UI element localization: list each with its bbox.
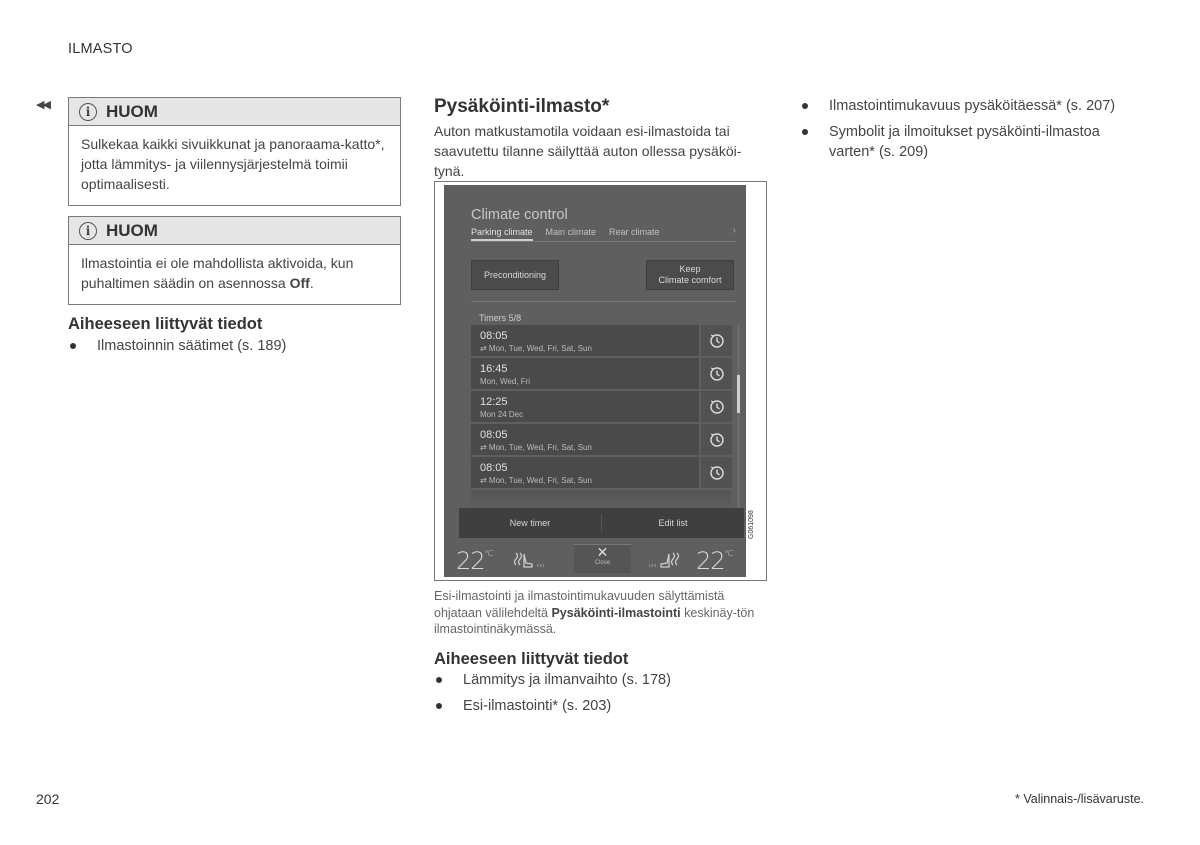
- timer-clock-icon[interactable]: [701, 358, 732, 389]
- related-list-left: [68, 336, 286, 356]
- note-text-part: Ilmastointia ei ole mahdollista aktivoida, kun puhaltimen säädin on asennossa: [81, 255, 354, 291]
- main-heading: Pysäköinti-ilmasto*: [434, 96, 610, 117]
- timer-days: Mon, Wed, Fri: [480, 377, 531, 386]
- timer-row[interactable]: [471, 325, 699, 356]
- divider: [471, 301, 736, 302]
- back-arrows-icon[interactable]: ◀◀: [36, 99, 49, 111]
- timer-time: 16:45: [480, 363, 508, 375]
- page-number: 202: [36, 791, 60, 807]
- tab-main-climate[interactable]: Main climate: [545, 227, 597, 237]
- screen-image: [434, 181, 767, 581]
- related-list-middle: [434, 670, 671, 716]
- timer-days: ⇄ Mon, Tue, Wed, Fri, Sat, Sun: [480, 443, 592, 452]
- temp-left-value: 22: [456, 547, 485, 575]
- footnote: * Valinnais-/lisävaruste.: [1015, 792, 1144, 806]
- timer-row[interactable]: [471, 358, 699, 389]
- related-heading-left: Aiheeseen liittyvät tiedot: [68, 315, 263, 333]
- temp-unit: °C: [484, 549, 493, 558]
- related-link[interactable]: Esi-ilmastointi* (s. 203): [434, 696, 671, 716]
- temp-right[interactable]: [696, 547, 732, 575]
- climate-bottom-bar: [444, 541, 746, 577]
- tab-rear-climate[interactable]: Rear climate: [609, 227, 660, 237]
- timer-clock-icon[interactable]: [701, 457, 732, 488]
- note-header: [69, 98, 400, 126]
- info-icon: i: [79, 103, 97, 121]
- note-box-2: [68, 216, 401, 305]
- timer-row[interactable]: [471, 457, 699, 488]
- timer-time: 12:25: [480, 396, 508, 408]
- climate-screen: [444, 185, 746, 577]
- timer-clock-icon[interactable]: [701, 424, 732, 455]
- note-title: HUOM: [106, 101, 158, 121]
- caption-bold: Pysäköinti-ilmastointi: [551, 605, 681, 620]
- related-link[interactable]: Lämmitys ja ilmanvaihto (s. 178): [434, 670, 671, 690]
- edit-list-button[interactable]: Edit list: [658, 518, 688, 528]
- seat-heat-right-icon[interactable]: [649, 551, 681, 569]
- divider: [471, 241, 736, 242]
- scrollbar-thumb[interactable]: [737, 375, 740, 413]
- timer-time: 08:05: [480, 330, 508, 342]
- note-box-1: [68, 97, 401, 206]
- close-label: Close: [594, 560, 611, 566]
- timer-time: 08:05: [480, 429, 508, 441]
- note-title: HUOM: [106, 220, 158, 240]
- timer-clock-icon[interactable]: [701, 325, 732, 356]
- info-icon: i: [79, 222, 97, 240]
- keep-climate-comfort-button[interactable]: Keep Climate comfort: [646, 260, 734, 290]
- temp-unit: °C: [724, 549, 733, 558]
- note-header: [69, 217, 400, 245]
- timer-days: ⇄ Mon, Tue, Wed, Fri, Sat, Sun: [480, 476, 592, 485]
- note-text: [69, 245, 400, 304]
- related-link[interactable]: Ilmastoinnin säätimet (s. 189): [68, 336, 286, 356]
- related-list-right: [800, 96, 1140, 162]
- timer-days: ⇄ Mon, Tue, Wed, Fri, Sat, Sun: [480, 344, 592, 353]
- image-id: G061098: [748, 510, 755, 539]
- temp-right-value: 22: [696, 547, 725, 575]
- screen-tabs: [471, 227, 660, 241]
- section-title: ILMASTO: [68, 41, 133, 57]
- timer-row[interactable]: [471, 391, 699, 422]
- timer-time: 08:05: [480, 462, 508, 474]
- related-heading-middle: Aiheeseen liittyvät tiedot: [434, 650, 629, 668]
- note-text: Sulkekaa kaikki sivuikkunat ja panoraama-katto*, jotta lämmitys- ja viilennysjärjestelmä toimii optimaalisesti.: [81, 136, 385, 192]
- related-link[interactable]: Ilmastointimukavuus pysäköitäessä* (s. 207): [800, 96, 1140, 116]
- timer-row-faded: [471, 490, 731, 510]
- figure-caption: [434, 588, 764, 638]
- intro-text: Auton matkustamotila voidaan esi-ilmastoida tai saavutettu tilanne säilyttää auton ollessa pysäköi-tynä.: [434, 123, 742, 179]
- timer-action-bar: [459, 508, 744, 538]
- caption-part: keskinäy-tön ilmastointinäkymässä.: [434, 605, 755, 636]
- close-button[interactable]: [574, 544, 631, 573]
- timer-clock-icon[interactable]: [701, 391, 732, 422]
- close-icon: ✕: [596, 544, 609, 560]
- new-timer-button[interactable]: New timer: [509, 518, 551, 528]
- preconditioning-button[interactable]: Preconditioning: [471, 260, 559, 290]
- chevron-right-icon[interactable]: ›: [732, 225, 736, 236]
- timer-days: Mon 24 Dec: [480, 410, 524, 419]
- timers-label: Timers 5/8: [479, 313, 522, 323]
- timer-row[interactable]: [471, 424, 699, 455]
- scrollbar-track[interactable]: [737, 325, 740, 510]
- screen-title: Climate control: [471, 207, 568, 223]
- temp-left[interactable]: [456, 547, 492, 575]
- caption-part: Esi-ilmastointi ja ilmastointimukavuuden sälyttämistä ohjataan välilehdeltä: [434, 589, 725, 620]
- note-text-part: .: [309, 275, 314, 291]
- related-link[interactable]: Symbolit ja ilmoitukset pysäköinti-ilmastoa varten* (s. 209): [800, 122, 1140, 162]
- tab-parking-climate[interactable]: Parking climate: [471, 227, 533, 241]
- note-text-bold: Off: [289, 275, 310, 291]
- seat-heat-left-icon[interactable]: [512, 551, 544, 569]
